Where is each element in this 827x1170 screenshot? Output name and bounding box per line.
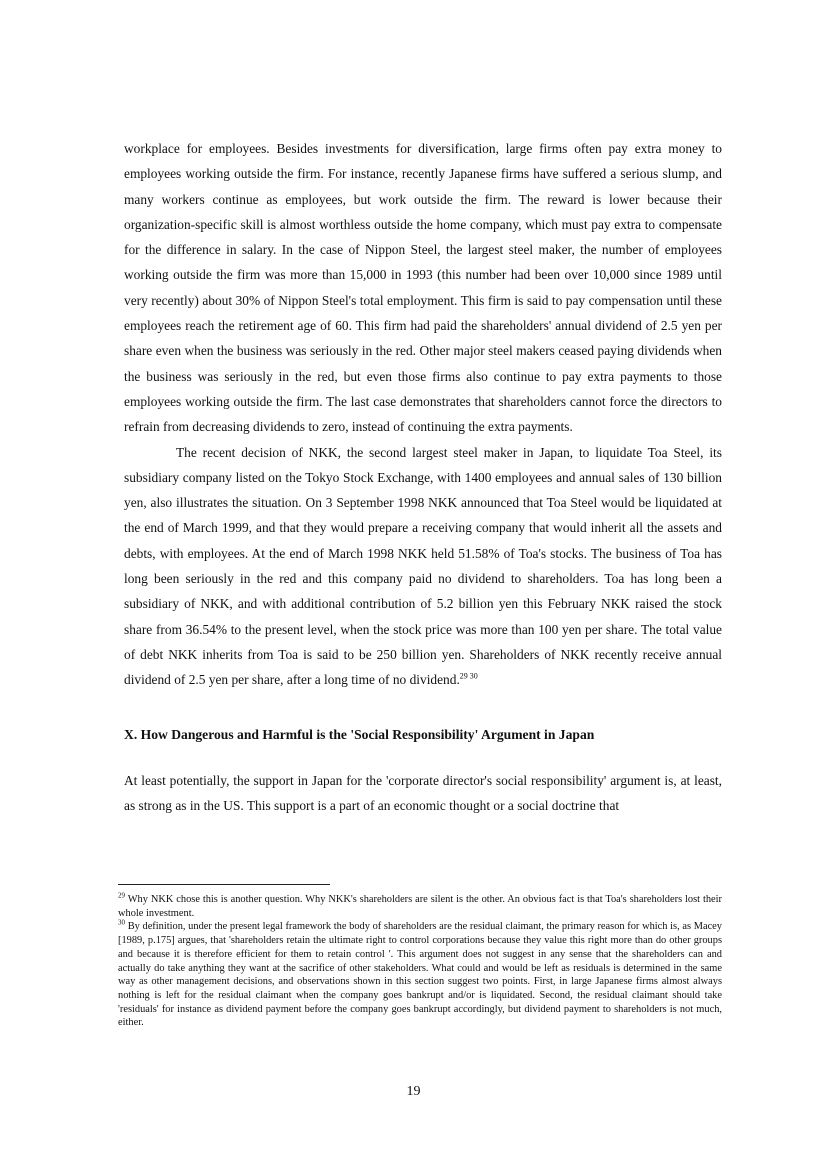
- body-paragraph: [124, 440, 722, 693]
- footnote-mark: 29: [118, 891, 125, 900]
- footnote: [118, 920, 722, 1030]
- footnote-divider: [118, 884, 330, 885]
- footnote-reference: 29 30: [459, 671, 478, 681]
- page-number: 19: [406, 1084, 421, 1099]
- body-paragraph: workplace for employees. Besides investments for diversification, large firms often pay extra money to employees working outside the firm. For instance, recently Japanese firms have suffered a serious slump, and many workers continue as employees, but work outside the firm. The reward is lower because their organization-specific skill is almost worthless outside the home company, which must pay extra to compensate for the difference in salary. In the case of Nippon Steel, the largest steel maker, the number of employees working outside the firm was more than 15,000 in 1993 (this number had been over 10,000 since 1989 until very recently) about 30% of Nippon Steel's total employment. This firm is said to pay compensation until these employees reach the retirement age of 60. This firm had paid the shareholders' annual dividend of 2.5 yen per share even when the business was seriously in the red. Other major steel makers ceased paying dividends when the business was seriously in the red, but even those firms also continue to pay extra payments to those employees working outside the firm. The last case demonstrates that shareholders cannot force the directors to refrain from decreasing dividends to zero, instead of continuing the extra payments.: [124, 141, 722, 435]
- footnote-text: By definition, under the present legal framework the body of shareholders are the residual claimant, the primary reason for which is, as Macey [1989, p.175] argues, that 'shareholders retain the ultimate right to control corporations because they value this right more than do other groups and because it is therefore efficient for them to retain control '. This argument does not suggest in any sense that the shareholders can and actually do take anything they want at the sacrifice of other stakeholders. What could and would be left as residuals is determined in the same way as other management decisions, and observations shown in this section suggest two points. First, in large Japanese firms almost always nothing is left for the residual claimant when the company goes bankrupt and/or is liquidated. Second, the residual claimant should take 'residuals' for instance as dividend payment before the company goes bankrupt accordingly, but dividend payment to shareholders is not much, either.: [118, 921, 722, 1029]
- paragraph-text: The recent decision of NKK, the second largest steel maker in Japan, to liquidate Toa Steel, its subsidiary company listed on the Tokyo Stock Exchange, with 1400 employees and annual sales of 130 billion yen, also illustrates the situation. On 3 September 1998 NKK announced that Toa Steel would be liquidated at the end of March 1999, and that they would prepare a receiving company that would inherit all the assets and debts, with employees. At the end of March 1998 NKK held 51.58% of Toa's stocks. The business of Toa has long been seriously in the red and this company paid no dividend to shareholders. Toa has long been a subsidiary of NKK, and with additional contribution of 5.2 billion yen this February NKK raised the stock share from 36.54% to the present level, when the stock price was more than 100 yen per share. The total value of debt NKK inherits from Toa is said to be 250 billion yen. Shareholders of NKK recently receive annual dividend of 2.5 yen per share, after a long time of no dividend.: [124, 444, 722, 688]
- page-body: [124, 136, 722, 818]
- footnote-text: Why NKK chose this is another question. Why NKK's shareholders are silent is the other. An obvious fact is that Toa's shareholders lost their whole investment.: [118, 894, 722, 919]
- section-heading: X. How Dangerous and Harmful is the 'Social Responsibility' Argument in Japan: [124, 726, 595, 742]
- footnote: [118, 893, 722, 920]
- body-paragraph: At least potentially, the support in Japan for the 'corporate director's social responsibility' argument is, at least, as strong as in the US. This support is a part of an economic thought or a social doctrine that: [124, 772, 722, 813]
- footnotes: [118, 893, 722, 1030]
- footnote-mark: 30: [118, 918, 125, 927]
